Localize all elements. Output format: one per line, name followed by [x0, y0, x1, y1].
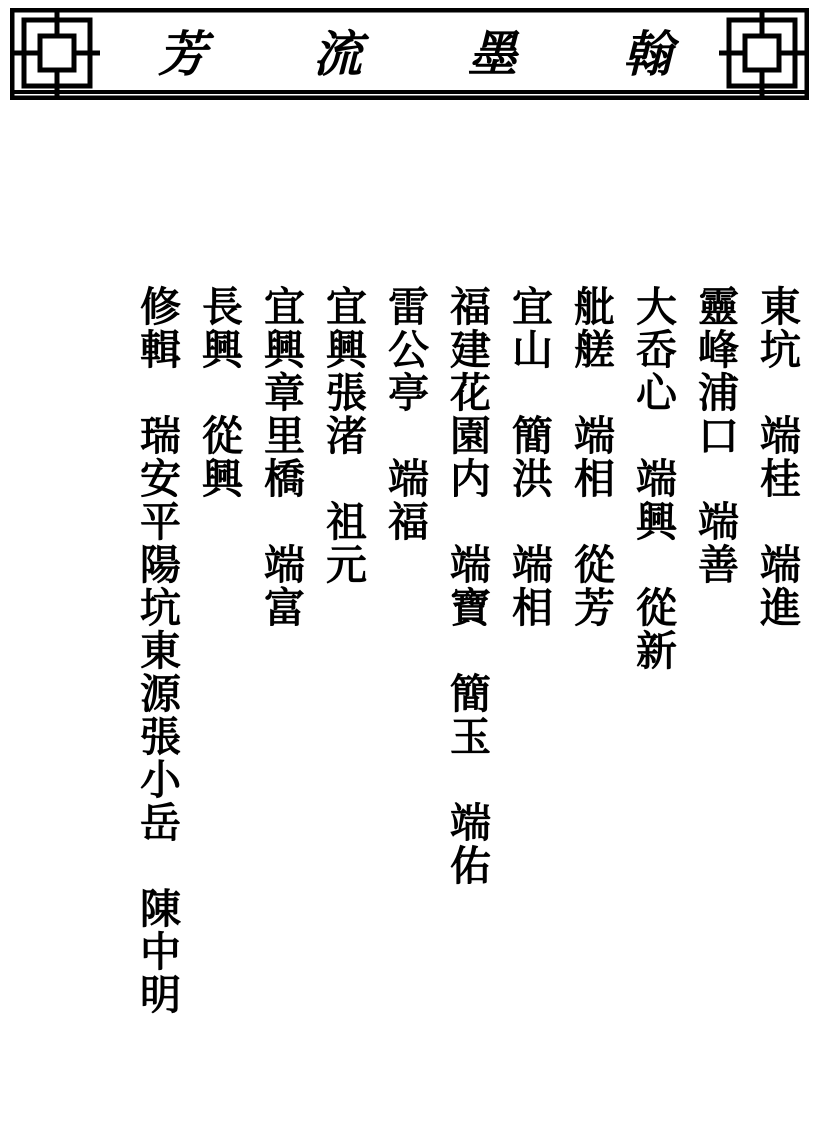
- text-column: 福建花園内 端寶 簡玉 端佑: [443, 285, 491, 887]
- text-column: 宜興章里橋 端富: [257, 285, 305, 629]
- vertical-text-columns: [117, 285, 799, 1115]
- banner-title-char-3: 墨: [467, 24, 517, 83]
- text-column: 雷公亭 端福: [381, 285, 429, 543]
- banner-title-char-4: 翰: [622, 24, 672, 83]
- text-column: 修輯 瑞安平陽坑東源張小岳 陳中明: [133, 285, 181, 1016]
- document-body: [0, 285, 819, 1115]
- text-column: 長興 從興: [195, 285, 243, 500]
- banner-title: [105, 8, 725, 100]
- text-column: 舭艖 端相 從芳: [567, 285, 615, 629]
- text-column: 靈峰浦口 端善: [691, 285, 739, 586]
- text-column: 宜興張渚 祖元: [319, 285, 367, 586]
- text-column: 大岙心 端興 從新: [629, 285, 677, 672]
- text-column: 東坑 端桂 端進: [753, 285, 801, 629]
- banner-title-char-1: 芳: [157, 24, 207, 83]
- banner-title-char-2: 流: [312, 24, 362, 83]
- text-column: 宜山 簡洪 端相: [505, 285, 553, 629]
- page-header-banner: [10, 8, 809, 100]
